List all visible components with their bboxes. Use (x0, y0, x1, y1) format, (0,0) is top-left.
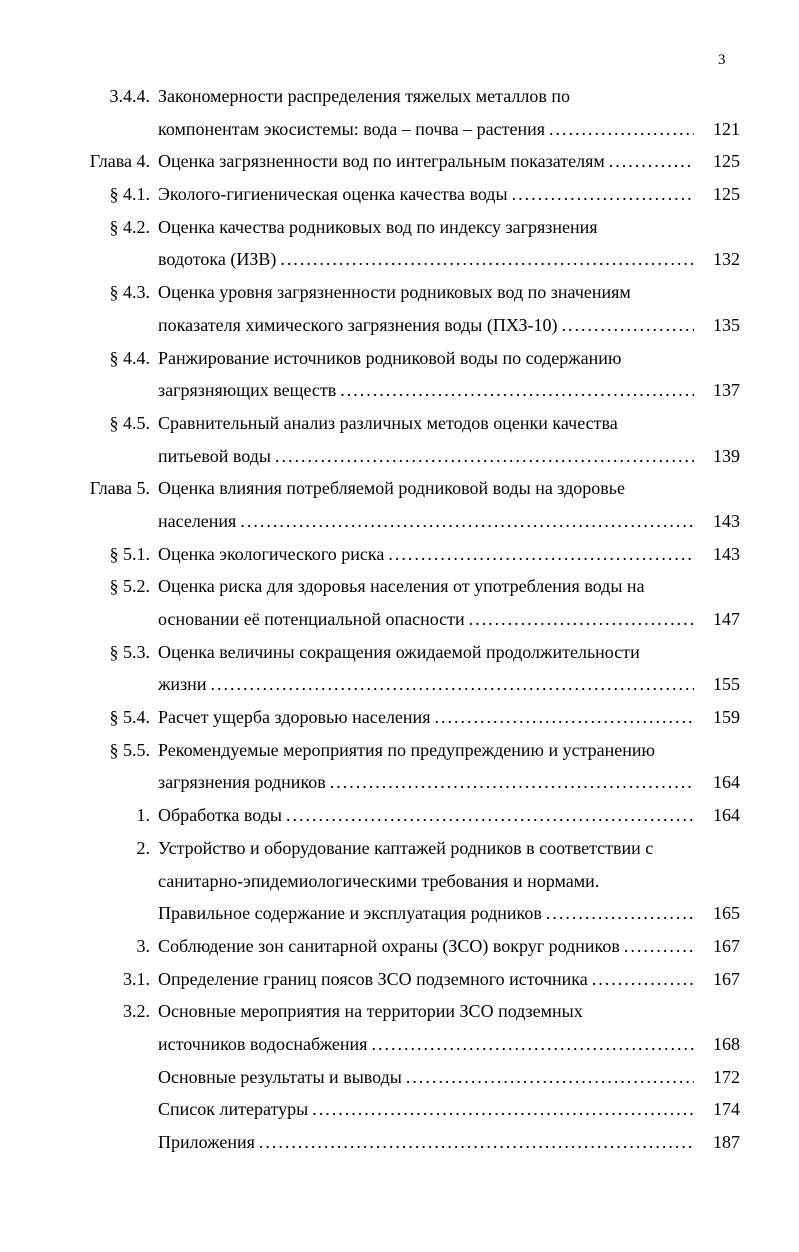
toc-entry-number: 3. (136, 935, 150, 956)
toc-entry-text-column (150, 374, 694, 407)
toc-entry-title: Оценка экологического риска (158, 543, 385, 564)
toc-entry-text-column (150, 276, 694, 309)
toc-entry-title: питьевой воды (158, 445, 271, 466)
toc-entry-title: Ранжирование источников родниковой воды по содержанию (158, 347, 622, 368)
dot-leader (371, 1028, 694, 1061)
dot-leader (512, 178, 694, 211)
toc-entry (60, 734, 740, 799)
toc-line (60, 440, 740, 473)
toc-entry-title: компонентам экосистемы: вода – почва – растения (158, 118, 546, 139)
toc-line (60, 342, 740, 375)
toc-entry-text-column (150, 766, 694, 799)
toc-page-number: 143 (713, 510, 740, 531)
dot-leader (561, 309, 694, 342)
toc-page-number: 135 (713, 314, 740, 335)
toc-entry-text-column (150, 178, 694, 211)
toc-entry (60, 538, 740, 571)
toc-entry (60, 211, 740, 276)
toc-entry-number: § 4.3. (109, 282, 150, 303)
toc-entry-title: Оценка величины сокращения ожидаемой продолжительности (158, 641, 640, 662)
toc-page-number: 174 (713, 1099, 740, 1120)
toc-page-number: 132 (713, 249, 740, 270)
toc-entry-title: Приложения (158, 1132, 255, 1152)
toc-entry-number: 1. (136, 805, 150, 826)
dot-leader (259, 1126, 694, 1159)
toc-entry (60, 799, 740, 832)
toc-entry-title: населения (158, 510, 237, 531)
toc-entry-text-column (150, 80, 694, 113)
toc-line (60, 1093, 740, 1126)
dot-leader (340, 374, 694, 407)
toc-entry (60, 342, 740, 407)
toc-entry-text-column (150, 1093, 694, 1126)
toc-entry-text-column (150, 995, 694, 1028)
toc-entry-number: 3.4.4. (109, 86, 150, 106)
toc-entry (60, 407, 740, 472)
toc-entry-number: § 4.4. (109, 347, 150, 368)
toc-page-number: 155 (713, 674, 740, 695)
toc-entry-text-column (150, 211, 694, 244)
toc-entry (60, 701, 740, 734)
toc-page-number: 167 (713, 935, 740, 956)
toc-entry-text-column (150, 734, 694, 767)
toc-page-number: 125 (713, 151, 740, 172)
toc-entry-title: Обработка воды (158, 805, 283, 826)
toc-entry-text-column (150, 1126, 694, 1159)
toc-entry-number: 2. (136, 837, 150, 858)
dot-leader (549, 113, 694, 146)
toc-entry-number: Глава 4. (89, 151, 150, 172)
toc-entry (60, 832, 740, 930)
toc-entry-text-column (150, 636, 694, 669)
toc-entry (60, 1061, 740, 1094)
toc-entry-text-column (150, 1028, 694, 1061)
toc-line (60, 799, 740, 832)
toc-line (60, 832, 740, 865)
toc-entry (60, 1093, 740, 1126)
dot-leader (434, 701, 694, 734)
toc-entry-title: Сравнительный анализ различных методов оценки качества (158, 412, 618, 433)
toc-entry-text-column (150, 243, 694, 276)
toc-page-number: 172 (713, 1066, 740, 1087)
toc-page-number: 143 (713, 543, 740, 564)
toc-entry-title: Оценка уровня загрязненности родниковых вод по значениям (158, 282, 631, 303)
toc-line (60, 145, 740, 178)
toc-entry-number: § 5.2. (109, 576, 150, 597)
toc-line (60, 80, 740, 113)
toc-line (60, 1126, 740, 1159)
toc-entry (60, 636, 740, 701)
toc-line (60, 211, 740, 244)
toc-entry-text-column (150, 832, 694, 865)
toc-entry-number: 3.1. (123, 968, 150, 989)
toc-line (60, 963, 740, 996)
toc-entry-title: Устройство и оборудование каптажей родников в соответствии с (158, 837, 654, 858)
toc-entry-title: водотока (ИЗВ) (158, 249, 277, 270)
toc-entry-text-column (150, 113, 694, 146)
toc-entry-title: Оценка влияния потребляемой родниковой воды на здоровье (158, 478, 625, 499)
toc-entry-title: Оценка риска для здоровья населения от употребления воды на (158, 576, 645, 597)
toc-entry-title: санитарно-эпидемиологическими требования и нормами. (158, 870, 600, 891)
toc-entry-title: источников водоснабжения (158, 1033, 368, 1054)
dot-leader (624, 930, 694, 963)
dot-leader (210, 668, 694, 701)
dot-leader (546, 897, 694, 930)
toc-entry (60, 178, 740, 211)
toc-line (60, 309, 740, 342)
toc-line (60, 505, 740, 538)
toc-page-number: 187 (713, 1132, 740, 1152)
toc-entry-title: загрязнения родников (158, 772, 326, 793)
toc-page-number: 137 (713, 380, 740, 401)
toc-entry-title: Соблюдение зон санитарной охраны (ЗСО) вокруг родников (158, 935, 620, 956)
toc-line (60, 243, 740, 276)
toc-entry (60, 145, 740, 178)
toc-entry-number: § 5.3. (109, 641, 150, 662)
toc-entry-title: Список литературы (158, 1099, 309, 1120)
toc-entry-title: Определение границ поясов ЗСО подземного источника (158, 968, 588, 989)
toc-entry-number: § 4.2. (109, 216, 150, 237)
toc-line (60, 178, 740, 211)
toc-entry-title: показателя химического загрязнения воды (ПХЗ-10) (158, 314, 558, 335)
toc-entry-title: Правильное содержание и эксплуатация родников (158, 903, 542, 924)
toc-entry-text-column (150, 865, 694, 898)
toc-entry-text-column (150, 145, 694, 178)
dot-leader (592, 963, 694, 996)
toc-page-number: 168 (713, 1033, 740, 1054)
toc-page-number: 125 (713, 184, 740, 205)
toc-entry-text-column (150, 407, 694, 440)
toc-line (60, 668, 740, 701)
dot-leader (286, 799, 694, 832)
toc-line (60, 570, 740, 603)
page-number: 3 (718, 52, 726, 68)
toc-line (60, 865, 740, 898)
toc-entry (60, 1126, 740, 1159)
dot-leader (388, 538, 694, 571)
toc-entry-text-column (150, 472, 694, 505)
toc-line (60, 407, 740, 440)
toc-line (60, 930, 740, 963)
toc-entry-title: Рекомендуемые мероприятия по предупреждению и устранению (158, 739, 655, 760)
toc-line (60, 734, 740, 767)
toc-entry (60, 80, 740, 145)
toc-line (60, 701, 740, 734)
toc-entry-text-column (150, 963, 694, 996)
toc-entry-text-column (150, 930, 694, 963)
toc-page-number: 147 (713, 609, 740, 629)
dot-leader (312, 1093, 694, 1126)
toc-entry (60, 570, 740, 635)
toc-entry-title: жизни (158, 674, 207, 695)
toc-entry-text-column (150, 897, 694, 930)
toc-page-number: 159 (713, 707, 740, 728)
toc-line (60, 374, 740, 407)
toc-entry-text-column (150, 701, 694, 734)
toc-page-number: 139 (713, 445, 740, 466)
toc-page-number: 165 (713, 903, 740, 924)
toc-entry (60, 963, 740, 996)
toc-line (60, 1028, 740, 1061)
toc-entry-title: основании её потенциальной опасности (158, 609, 465, 629)
dot-leader (275, 440, 694, 473)
toc-line (60, 538, 740, 571)
toc-entry-text-column (150, 342, 694, 375)
toc-entry-number: § 4.5. (109, 412, 150, 433)
toc-line (60, 472, 740, 505)
toc-entry-text-column (150, 309, 694, 342)
toc-entry-text-column (150, 440, 694, 473)
toc-entry-title: Закономерности распределения тяжелых металлов по (158, 86, 570, 106)
dot-leader (406, 1061, 694, 1094)
toc-line (60, 995, 740, 1028)
toc-entry-title: Оценка качества родниковых вод по индексу загрязнения (158, 216, 598, 237)
toc-entry (60, 995, 740, 1060)
dot-leader (609, 145, 694, 178)
toc-entry-number: 3.2. (123, 1001, 150, 1022)
toc-entry-text-column (150, 570, 694, 603)
toc-entry-number: § 5.1. (109, 543, 150, 564)
dot-leader (280, 243, 694, 276)
toc-page-number: 164 (713, 805, 740, 826)
toc-page-number: 164 (713, 772, 740, 793)
toc-entry-title: Расчет ущерба здоровью населения (158, 707, 431, 728)
toc-entry-number: § 5.4. (109, 707, 150, 728)
toc-line (60, 897, 740, 930)
table-of-contents (60, 80, 740, 1159)
toc-entry-title: загрязняющих веществ (158, 380, 337, 401)
dot-leader (240, 505, 694, 538)
toc-entry-title: Оценка загрязненности вод по интегральным показателям (158, 151, 605, 172)
toc-entry (60, 276, 740, 341)
toc-entry-number: Глава 5. (89, 478, 150, 499)
toc-entry-text-column (150, 505, 694, 538)
toc-entry-text-column (150, 1061, 694, 1094)
toc-line (60, 636, 740, 669)
toc-entry-number: § 5.5. (109, 739, 150, 760)
toc-line (60, 766, 740, 799)
toc-entry-title: Основные мероприятия на территории ЗСО подземных (158, 1001, 583, 1022)
toc-entry-text-column (150, 799, 694, 832)
toc-entry-title: Основные результаты и выводы (158, 1066, 402, 1087)
toc-entry-text-column (150, 603, 694, 636)
toc-entry-text-column (150, 668, 694, 701)
toc-line (60, 603, 740, 636)
toc-entry (60, 930, 740, 963)
toc-line (60, 1061, 740, 1094)
toc-line (60, 276, 740, 309)
toc-entry (60, 472, 740, 537)
dot-leader (469, 603, 694, 636)
toc-page-number: 167 (713, 968, 740, 989)
toc-entry-title: Эколого-гигиеническая оценка качества воды (158, 184, 508, 205)
toc-entry-text-column (150, 538, 694, 571)
toc-line (60, 113, 740, 146)
dot-leader (330, 766, 694, 799)
toc-page-number: 121 (713, 118, 740, 139)
toc-entry-number: § 4.1. (109, 184, 150, 205)
